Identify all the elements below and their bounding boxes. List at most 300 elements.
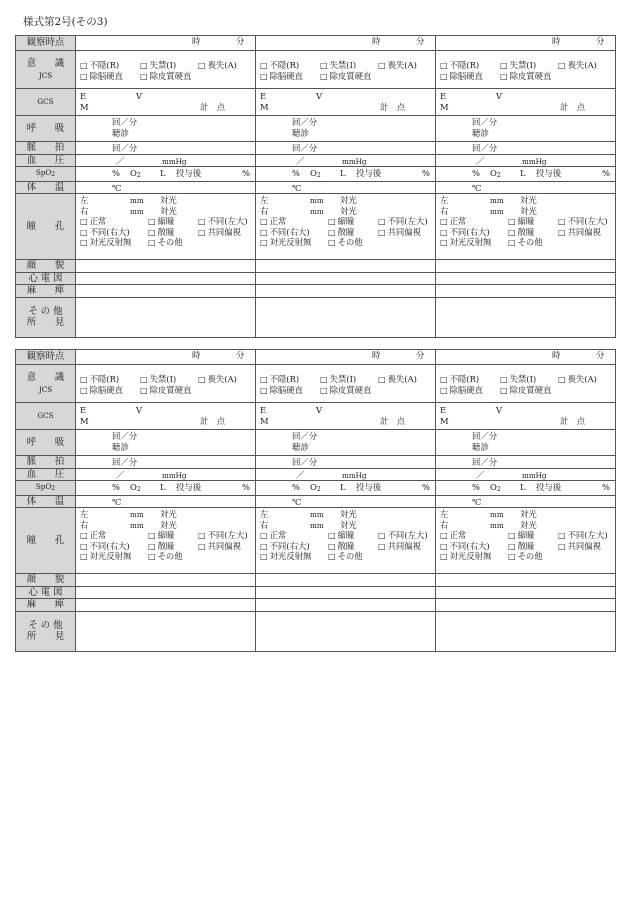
pupil-other-checkbox[interactable]: □ — [148, 238, 156, 247]
gcs-m-label: M — [80, 101, 89, 112]
pupil-normal-checkbox[interactable]: □ — [80, 217, 88, 226]
pupil-left-label: 左 — [440, 195, 449, 205]
jcs-incontinence-checkbox[interactable]: □ — [320, 375, 328, 384]
pupil-normal-label: 正常 — [269, 530, 287, 540]
decorticate-checkbox[interactable]: □ — [140, 71, 148, 81]
conjugate-deviation-checkbox[interactable]: □ — [378, 541, 386, 551]
o2-subscript: 2 — [496, 172, 501, 179]
pupil-normal-label: 正常 — [89, 216, 107, 226]
blood-pressure-cell[interactable] — [256, 468, 436, 481]
pupil-normal-label: 正常 — [449, 530, 467, 540]
temperature-unit: ℃ — [292, 496, 302, 507]
other-findings-cell[interactable] — [76, 297, 256, 337]
temperature-unit: ℃ — [112, 496, 122, 507]
conjugate-deviation-label: 共同偏視 — [387, 540, 422, 551]
decerebrate-checkbox[interactable]: □ — [80, 385, 88, 395]
bp-unit: mmHg — [522, 470, 547, 480]
time-hour-label: 時 — [552, 350, 561, 360]
label-gcs: GCS — [16, 403, 76, 430]
decerebrate-label: 除脳硬直 — [449, 384, 484, 395]
time-minute-label: 分 — [236, 350, 245, 360]
gcs-e-label: E — [260, 91, 267, 101]
ecg-cell[interactable] — [436, 272, 616, 285]
pupil-other-label: その他 — [517, 237, 543, 247]
time-hour-label: 時 — [192, 36, 201, 46]
jcs-apathy-checkbox[interactable]: □ — [198, 375, 206, 384]
label-ecg: 心 電 図 — [16, 272, 76, 285]
gcs-v-label: V — [496, 405, 503, 415]
temperature-cell[interactable] — [436, 495, 616, 508]
paralysis-cell[interactable] — [436, 285, 616, 298]
miosis-label: 縮瞳 — [337, 530, 355, 540]
pupil-other-label: その他 — [157, 237, 183, 247]
ecg-cell[interactable] — [76, 272, 256, 285]
jcs-restless-checkbox[interactable]: □ — [440, 375, 448, 384]
anisocoria-left-checkbox[interactable]: □ — [558, 217, 566, 226]
auscultation-label: 聴診 — [292, 441, 309, 452]
respiration-cell[interactable] — [436, 116, 616, 142]
pupil-normal-checkbox[interactable]: □ — [260, 531, 268, 540]
mydriasis-checkbox[interactable]: □ — [508, 227, 516, 237]
jcs-apathy-checkbox[interactable]: □ — [378, 375, 386, 384]
observation-time-cell[interactable] — [256, 350, 436, 365]
spo2-cell[interactable] — [436, 167, 616, 182]
pupil-left-mm: mm — [130, 196, 144, 205]
decerebrate-checkbox[interactable]: □ — [440, 71, 448, 81]
gcs-e-label: E — [440, 405, 447, 415]
observation-time-cell[interactable] — [76, 36, 256, 51]
after-admin-label: 投与後 — [356, 168, 382, 178]
pupil-left-mm: mm — [490, 196, 504, 205]
gcs-e-label: E — [80, 405, 87, 415]
label-consciousness-jcs: 意 識 JCS — [16, 51, 76, 89]
jcs-restless-checkbox[interactable]: □ — [80, 375, 88, 384]
spo2-cell[interactable] — [256, 481, 436, 496]
pupil-cell[interactable] — [76, 194, 256, 260]
no-light-reflex-label: 対光反射無 — [269, 551, 312, 561]
spo2-cell[interactable] — [76, 167, 256, 182]
other-findings-cell[interactable] — [436, 297, 616, 337]
anisocoria-right-label: 不同(右大) — [89, 540, 130, 551]
gcs-e-label: E — [440, 91, 447, 101]
blood-pressure-cell[interactable] — [256, 154, 436, 167]
no-light-reflex-checkbox[interactable]: □ — [440, 552, 448, 561]
pupil-left-light: 対光 — [160, 509, 177, 519]
pupil-left-mm: mm — [130, 510, 144, 519]
label-consciousness-jcs: 意 識 JCS — [16, 365, 76, 403]
conjugate-deviation-checkbox[interactable]: □ — [558, 227, 566, 237]
pupil-other-label: その他 — [517, 551, 543, 561]
jcs-restless-label: 不隠(R) — [89, 60, 120, 70]
o2-liter-label: L — [160, 168, 166, 178]
complexion-cell[interactable] — [436, 574, 616, 587]
bp-slash: ／ — [476, 155, 485, 166]
o2-liter-label: L — [520, 168, 526, 178]
decerebrate-checkbox[interactable]: □ — [260, 385, 268, 395]
pulse-rate-unit: 回／分 — [472, 457, 498, 467]
pupil-other-checkbox[interactable]: □ — [328, 552, 336, 561]
temperature-unit: ℃ — [472, 496, 482, 507]
o2-label: O — [490, 168, 497, 178]
pupil-right-label: 右 — [260, 519, 269, 530]
pupil-left-mm: mm — [310, 196, 324, 205]
miosis-checkbox[interactable]: □ — [328, 217, 336, 226]
label-other-findings: そ の 他 所 見 — [16, 611, 76, 651]
no-light-reflex-checkbox[interactable]: □ — [260, 238, 268, 247]
pulse-cell[interactable] — [256, 456, 436, 469]
gcs-e-label: E — [80, 91, 87, 101]
observation-time-cell[interactable] — [436, 36, 616, 51]
no-light-reflex-checkbox[interactable]: □ — [440, 238, 448, 247]
blood-pressure-cell[interactable] — [76, 468, 256, 481]
temperature-cell[interactable] — [436, 181, 616, 194]
gcs-total-label: 計 点 — [560, 415, 586, 426]
pupil-other-label: その他 — [337, 551, 363, 561]
time-minute-label: 分 — [596, 36, 605, 46]
decerebrate-label: 除脳硬直 — [269, 384, 304, 395]
jcs-cell[interactable] — [76, 51, 256, 89]
blood-pressure-cell[interactable] — [436, 468, 616, 481]
observation-time-cell[interactable] — [256, 36, 436, 51]
label-blood-pressure: 血 圧 — [16, 468, 76, 481]
auscultation-label: 聴診 — [292, 127, 309, 138]
jcs-apathy-label: 喪失(A) — [207, 374, 237, 384]
conjugate-deviation-label: 共同偏視 — [207, 226, 242, 237]
temperature-cell[interactable] — [76, 495, 256, 508]
pupil-right-label: 右 — [440, 205, 449, 216]
respiration-cell[interactable] — [436, 430, 616, 456]
pupil-cell[interactable] — [256, 194, 436, 260]
pupil-normal-checkbox[interactable]: □ — [440, 217, 448, 226]
jcs-cell[interactable] — [256, 365, 436, 403]
paralysis-cell[interactable] — [256, 599, 436, 612]
miosis-label: 縮瞳 — [517, 216, 535, 226]
o2-subscript: 2 — [136, 172, 141, 179]
pupil-normal-label: 正常 — [269, 216, 287, 226]
jcs-apathy-label: 喪失(A) — [207, 60, 237, 70]
decerebrate-checkbox[interactable]: □ — [80, 71, 88, 81]
bp-slash: ／ — [296, 469, 305, 480]
jcs-restless-checkbox[interactable]: □ — [260, 61, 268, 70]
jcs-cell[interactable] — [436, 365, 616, 403]
decorticate-checkbox[interactable]: □ — [500, 385, 508, 395]
complexion-cell[interactable] — [436, 260, 616, 273]
anisocoria-right-label: 不同(右大) — [269, 226, 310, 237]
complexion-cell[interactable] — [76, 260, 256, 273]
label-complexion: 顔 貌 — [16, 260, 76, 273]
anisocoria-right-checkbox[interactable]: □ — [260, 227, 268, 237]
respiration-rate-unit: 回／分 — [472, 117, 498, 127]
bp-slash: ／ — [116, 469, 125, 480]
anisocoria-left-checkbox[interactable]: □ — [378, 217, 386, 226]
pupil-left-label: 左 — [260, 509, 269, 519]
gcs-m-label: M — [80, 415, 89, 426]
blood-pressure-cell[interactable] — [436, 154, 616, 167]
gcs-cell[interactable] — [256, 403, 436, 430]
decerebrate-checkbox[interactable]: □ — [260, 71, 268, 81]
decorticate-checkbox[interactable]: □ — [320, 71, 328, 81]
jcs-cell[interactable] — [76, 365, 256, 403]
jcs-restless-label: 不隠(R) — [269, 60, 300, 70]
pulse-cell[interactable] — [76, 142, 256, 155]
mydriasis-checkbox[interactable]: □ — [508, 541, 516, 551]
pupil-other-checkbox[interactable]: □ — [508, 552, 516, 561]
gcs-m-label: M — [260, 101, 269, 112]
label-other-findings: そ の 他 所 見 — [16, 297, 76, 337]
paralysis-cell[interactable] — [436, 599, 616, 612]
o2-subscript: 2 — [136, 486, 141, 493]
observation-record — [15, 349, 616, 652]
label-paralysis: 麻 痺 — [16, 285, 76, 298]
pupil-normal-label: 正常 — [449, 216, 467, 226]
jcs-incontinence-checkbox[interactable]: □ — [320, 61, 328, 70]
mydriasis-checkbox[interactable]: □ — [148, 227, 156, 237]
decorticate-label: 除皮質硬直 — [509, 384, 552, 395]
pulse-cell[interactable] — [256, 142, 436, 155]
anisocoria-left-checkbox[interactable]: □ — [378, 531, 386, 540]
miosis-label: 縮瞳 — [337, 216, 355, 226]
o2-subscript: 2 — [496, 486, 501, 493]
other-findings-cell[interactable] — [256, 611, 436, 651]
pupil-normal-checkbox[interactable]: □ — [260, 217, 268, 226]
gcs-total-label: 計 点 — [380, 101, 406, 112]
form-title: 様式第2号(その3) — [23, 16, 108, 28]
spo2-cell[interactable] — [436, 481, 616, 496]
temperature-unit: ℃ — [472, 182, 482, 193]
decorticate-checkbox[interactable]: □ — [320, 385, 328, 395]
conjugate-deviation-checkbox[interactable]: □ — [198, 227, 206, 237]
gcs-cell[interactable] — [436, 89, 616, 116]
pupil-normal-checkbox[interactable]: □ — [80, 531, 88, 540]
no-light-reflex-checkbox[interactable]: □ — [260, 552, 268, 561]
respiration-cell[interactable] — [76, 430, 256, 456]
other-findings-cell[interactable] — [436, 611, 616, 651]
jcs-incontinence-label: 失禁(I) — [149, 60, 177, 70]
decerebrate-label: 除脳硬直 — [89, 70, 124, 81]
paralysis-cell[interactable] — [76, 599, 256, 612]
anisocoria-left-label: 不同(左大) — [567, 216, 608, 226]
pupil-right-light: 対光 — [160, 519, 177, 530]
miosis-checkbox[interactable]: □ — [508, 531, 516, 540]
time-hour-label: 時 — [372, 36, 381, 46]
conjugate-deviation-label: 共同偏視 — [567, 540, 602, 551]
miosis-label: 縮瞳 — [157, 530, 175, 540]
pupil-right-light: 対光 — [520, 205, 537, 216]
pupil-left-light: 対光 — [340, 195, 357, 205]
label-paralysis: 麻 痺 — [16, 599, 76, 612]
observation-time-cell[interactable] — [436, 350, 616, 365]
pupil-other-checkbox[interactable]: □ — [328, 238, 336, 247]
pupil-left-light: 対光 — [160, 195, 177, 205]
paralysis-cell[interactable] — [256, 285, 436, 298]
conjugate-deviation-checkbox[interactable]: □ — [378, 227, 386, 237]
pupil-right-mm: mm — [490, 520, 504, 530]
jcs-incontinence-checkbox[interactable]: □ — [500, 375, 508, 384]
pulse-rate-unit: 回／分 — [292, 143, 318, 153]
pupil-cell[interactable] — [436, 194, 616, 260]
gcs-total-label: 計 点 — [200, 101, 226, 112]
decerebrate-label: 除脳硬直 — [449, 70, 484, 81]
label-pupil: 瞳 孔 — [16, 194, 76, 260]
jcs-incontinence-checkbox[interactable]: □ — [140, 61, 148, 70]
pupil-other-label: その他 — [337, 237, 363, 247]
pupil-right-mm: mm — [130, 206, 144, 216]
ecg-cell[interactable] — [436, 586, 616, 599]
anisocoria-right-label: 不同(右大) — [449, 226, 490, 237]
no-light-reflex-label: 対光反射無 — [269, 237, 312, 247]
conjugate-deviation-checkbox[interactable]: □ — [198, 541, 206, 551]
anisocoria-left-checkbox[interactable]: □ — [198, 217, 206, 226]
label-pulse: 脈 拍 — [16, 456, 76, 469]
no-light-reflex-label: 対光反射無 — [89, 237, 132, 247]
anisocoria-right-checkbox[interactable]: □ — [80, 227, 88, 237]
pupil-left-light: 対光 — [520, 195, 537, 205]
respiration-cell[interactable] — [256, 430, 436, 456]
ecg-cell[interactable] — [256, 272, 436, 285]
ecg-cell[interactable] — [256, 586, 436, 599]
jcs-incontinence-label: 失禁(I) — [329, 60, 357, 70]
complexion-cell[interactable] — [256, 574, 436, 587]
anisocoria-right-label: 不同(右大) — [449, 540, 490, 551]
pulse-cell[interactable] — [436, 142, 616, 155]
pulse-cell[interactable] — [436, 456, 616, 469]
pulse-cell[interactable] — [76, 456, 256, 469]
jcs-restless-label: 不隠(R) — [449, 60, 480, 70]
temperature-cell[interactable] — [256, 495, 436, 508]
conjugate-deviation-checkbox[interactable]: □ — [558, 541, 566, 551]
respiration-cell[interactable] — [256, 116, 436, 142]
pulse-rate-unit: 回／分 — [112, 143, 138, 153]
jcs-restless-label: 不隠(R) — [449, 374, 480, 384]
bp-unit: mmHg — [342, 470, 367, 480]
jcs-apathy-checkbox[interactable]: □ — [198, 61, 206, 70]
mydriasis-label: 散瞳 — [337, 226, 355, 237]
pupil-cell[interactable] — [76, 508, 256, 574]
temperature-unit: ℃ — [112, 182, 122, 193]
pupil-cell[interactable] — [256, 508, 436, 574]
paralysis-cell[interactable] — [76, 285, 256, 298]
pupil-right-label: 右 — [80, 205, 89, 216]
jcs-apathy-checkbox[interactable]: □ — [378, 61, 386, 70]
gcs-cell[interactable] — [76, 403, 256, 430]
label-gcs: GCS — [16, 89, 76, 116]
pulse-rate-unit: 回／分 — [112, 457, 138, 467]
jcs-incontinence-label: 失禁(I) — [329, 374, 357, 384]
mydriasis-checkbox[interactable]: □ — [328, 541, 336, 551]
gcs-m-label: M — [440, 415, 449, 426]
bp-slash: ／ — [476, 469, 485, 480]
blood-pressure-cell[interactable] — [76, 154, 256, 167]
decerebrate-label: 除脳硬直 — [89, 384, 124, 395]
complexion-cell[interactable] — [76, 574, 256, 587]
auscultation-label: 聴診 — [112, 127, 129, 138]
mydriasis-label: 散瞳 — [517, 226, 535, 237]
other-findings-cell[interactable] — [76, 611, 256, 651]
temperature-cell[interactable] — [256, 181, 436, 194]
anisocoria-right-label: 不同(右大) — [89, 226, 130, 237]
decerebrate-checkbox[interactable]: □ — [440, 385, 448, 395]
jcs-apathy-checkbox[interactable]: □ — [558, 61, 566, 70]
miosis-checkbox[interactable]: □ — [508, 217, 516, 226]
miosis-checkbox[interactable]: □ — [328, 531, 336, 540]
label-respiration: 呼 吸 — [16, 430, 76, 456]
jcs-restless-checkbox[interactable]: □ — [260, 375, 268, 384]
anisocoria-right-checkbox[interactable]: □ — [80, 541, 88, 551]
pupil-right-light: 対光 — [340, 205, 357, 216]
jcs-apathy-checkbox[interactable]: □ — [558, 375, 566, 384]
label-pupil: 瞳 孔 — [16, 508, 76, 574]
jcs-incontinence-checkbox[interactable]: □ — [140, 375, 148, 384]
gcs-cell[interactable] — [436, 403, 616, 430]
no-light-reflex-label: 対光反射無 — [449, 237, 492, 247]
after-admin-percent: % — [242, 482, 250, 492]
label-pulse: 脈 拍 — [16, 142, 76, 155]
pupil-other-label: その他 — [157, 551, 183, 561]
pulse-rate-unit: 回／分 — [472, 143, 498, 153]
pupil-right-mm: mm — [130, 520, 144, 530]
gcs-v-label: V — [136, 91, 143, 101]
observation-record — [15, 35, 616, 338]
pupil-other-checkbox[interactable]: □ — [148, 552, 156, 561]
mydriasis-checkbox[interactable]: □ — [328, 227, 336, 237]
decorticate-label: 除皮質硬直 — [149, 70, 192, 81]
jcs-cell[interactable] — [256, 51, 436, 89]
auscultation-label: 聴診 — [472, 127, 489, 138]
anisocoria-right-checkbox[interactable]: □ — [260, 541, 268, 551]
temperature-cell[interactable] — [76, 181, 256, 194]
complexion-cell[interactable] — [256, 260, 436, 273]
pupil-cell[interactable] — [436, 508, 616, 574]
anisocoria-left-checkbox[interactable]: □ — [558, 531, 566, 540]
decorticate-checkbox[interactable]: □ — [500, 71, 508, 81]
decorticate-checkbox[interactable]: □ — [140, 385, 148, 395]
anisocoria-left-checkbox[interactable]: □ — [198, 531, 206, 540]
anisocoria-left-label: 不同(左大) — [387, 216, 428, 226]
miosis-checkbox[interactable]: □ — [148, 531, 156, 540]
no-light-reflex-checkbox[interactable]: □ — [80, 552, 88, 561]
no-light-reflex-label: 対光反射無 — [449, 551, 492, 561]
pupil-normal-checkbox[interactable]: □ — [440, 531, 448, 540]
jcs-incontinence-checkbox[interactable]: □ — [500, 61, 508, 70]
pupil-other-checkbox[interactable]: □ — [508, 238, 516, 247]
o2-label: O — [310, 168, 317, 178]
respiration-cell[interactable] — [76, 116, 256, 142]
gcs-cell[interactable] — [256, 89, 436, 116]
miosis-checkbox[interactable]: □ — [148, 217, 156, 226]
pupil-right-mm: mm — [310, 206, 324, 216]
jcs-restless-checkbox[interactable]: □ — [440, 61, 448, 70]
bp-unit: mmHg — [342, 156, 367, 166]
anisocoria-right-checkbox[interactable]: □ — [440, 227, 448, 237]
no-light-reflex-checkbox[interactable]: □ — [80, 238, 88, 247]
ecg-cell[interactable] — [76, 586, 256, 599]
o2-subscript: 2 — [316, 172, 321, 179]
other-findings-cell[interactable] — [256, 297, 436, 337]
mydriasis-checkbox[interactable]: □ — [148, 541, 156, 551]
respiration-rate-unit: 回／分 — [292, 117, 318, 127]
spo2-cell[interactable] — [256, 167, 436, 182]
gcs-cell[interactable] — [76, 89, 256, 116]
jcs-cell[interactable] — [436, 51, 616, 89]
label-complexion: 顔 貌 — [16, 574, 76, 587]
spo2-cell[interactable] — [76, 481, 256, 496]
anisocoria-right-checkbox[interactable]: □ — [440, 541, 448, 551]
observation-time-cell[interactable] — [76, 350, 256, 365]
jcs-restless-checkbox[interactable]: □ — [80, 61, 88, 70]
pupil-right-label: 右 — [440, 519, 449, 530]
pupil-left-label: 左 — [80, 509, 89, 519]
gcs-v-label: V — [316, 91, 323, 101]
